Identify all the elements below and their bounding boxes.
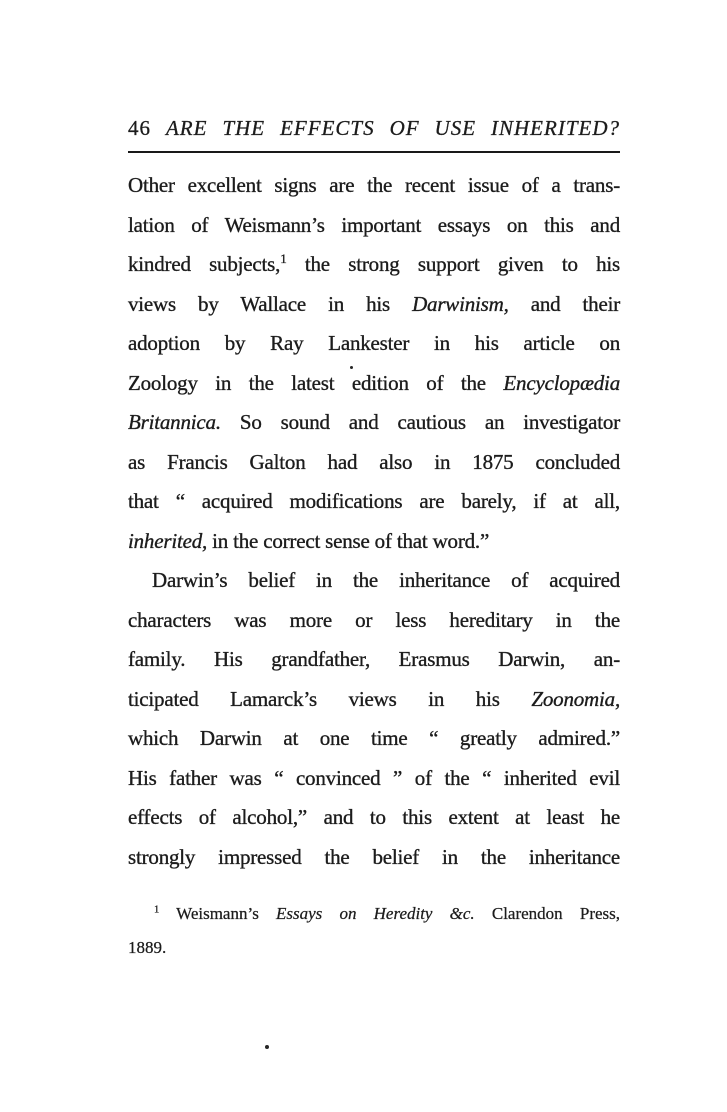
text-segment: Darwin’s belief in the inheritance of acquired bbox=[152, 568, 620, 592]
text-line bbox=[128, 403, 620, 443]
text-segment: Weismann’s bbox=[159, 904, 276, 923]
text-segment: and their bbox=[508, 291, 620, 316]
footnote-marker: 1 bbox=[154, 904, 160, 916]
text-line bbox=[128, 522, 620, 562]
text-line bbox=[128, 680, 620, 720]
paragraph bbox=[128, 561, 620, 877]
text-segment: adoption by Ray Lankester in his article on bbox=[128, 331, 620, 355]
text-segment: strongly impressed the belief in the inheritance bbox=[128, 844, 620, 869]
footnote-marker: 1 bbox=[280, 251, 287, 266]
text-segment: characters was more or less hereditary in the bbox=[128, 607, 620, 632]
text-segment: Other excellent signs are the recent issue of a trans- bbox=[128, 173, 620, 197]
italic-text: Darwinism, bbox=[412, 291, 509, 316]
text-line bbox=[128, 443, 620, 483]
text-segment: ticipated Lamarck’s views in his bbox=[128, 686, 532, 711]
italic-text: Zoonomia, bbox=[531, 686, 620, 711]
text-line bbox=[128, 759, 620, 799]
body-text-block bbox=[128, 166, 620, 877]
header-rule-divider bbox=[128, 151, 620, 153]
text-line bbox=[128, 798, 620, 838]
text-line bbox=[128, 324, 620, 364]
page-title: ARE THE EFFECTS OF USE INHERITED? bbox=[165, 116, 621, 140]
running-header bbox=[128, 116, 620, 141]
italic-text: inherited, bbox=[128, 528, 208, 553]
footnote-block bbox=[128, 897, 620, 965]
text-segment: the strong support given to his bbox=[286, 252, 620, 276]
text-line bbox=[128, 482, 620, 522]
ink-speck bbox=[350, 366, 353, 369]
italic-text: Encyclopædia bbox=[503, 370, 620, 395]
text-segment: in the correct sense of that word.” bbox=[207, 528, 490, 553]
italic-text: Britannica. bbox=[128, 410, 221, 434]
text-segment: His father was “ convinced ” of the “ inherited evil bbox=[128, 765, 620, 790]
text-line bbox=[128, 640, 620, 680]
text-line bbox=[128, 245, 620, 285]
text-segment: views by Wallace in his bbox=[128, 291, 413, 316]
text-segment: lation of Weismann’s important essays on this and bbox=[128, 212, 620, 237]
text-segment: effects of alcohol,” and to this extent at least he bbox=[128, 805, 620, 829]
text-segment: as Francis Galton had also in 1875 concluded bbox=[128, 449, 620, 474]
text-line bbox=[128, 166, 620, 206]
text-line bbox=[128, 561, 620, 601]
italic-text: Essays on Heredity &c. bbox=[276, 904, 475, 923]
text-segment: family. His grandfather, Erasmus Darwin, an- bbox=[128, 647, 620, 671]
page-number: 46 bbox=[128, 116, 151, 140]
text-line bbox=[128, 364, 620, 404]
text-line bbox=[128, 719, 620, 759]
text-segment: Zoology in the latest edition of the bbox=[128, 370, 504, 395]
text-line bbox=[128, 206, 620, 246]
text-segment: that “ acquired modifications are barely, if at all, bbox=[128, 489, 620, 513]
text-line bbox=[128, 931, 620, 965]
text-segment: So sound and cautious an investigator bbox=[220, 410, 620, 434]
text-segment: kindred subjects, bbox=[128, 252, 281, 276]
text-line bbox=[128, 601, 620, 641]
text-line bbox=[128, 285, 620, 325]
text-line bbox=[128, 838, 620, 878]
text-line bbox=[128, 897, 620, 931]
ink-speck bbox=[265, 1045, 269, 1049]
text-segment: 1889. bbox=[128, 938, 167, 957]
text-segment: Clarendon Press, bbox=[474, 904, 621, 923]
paragraph bbox=[128, 166, 620, 561]
text-segment: which Darwin at one time “ greatly admired.” bbox=[128, 726, 620, 750]
